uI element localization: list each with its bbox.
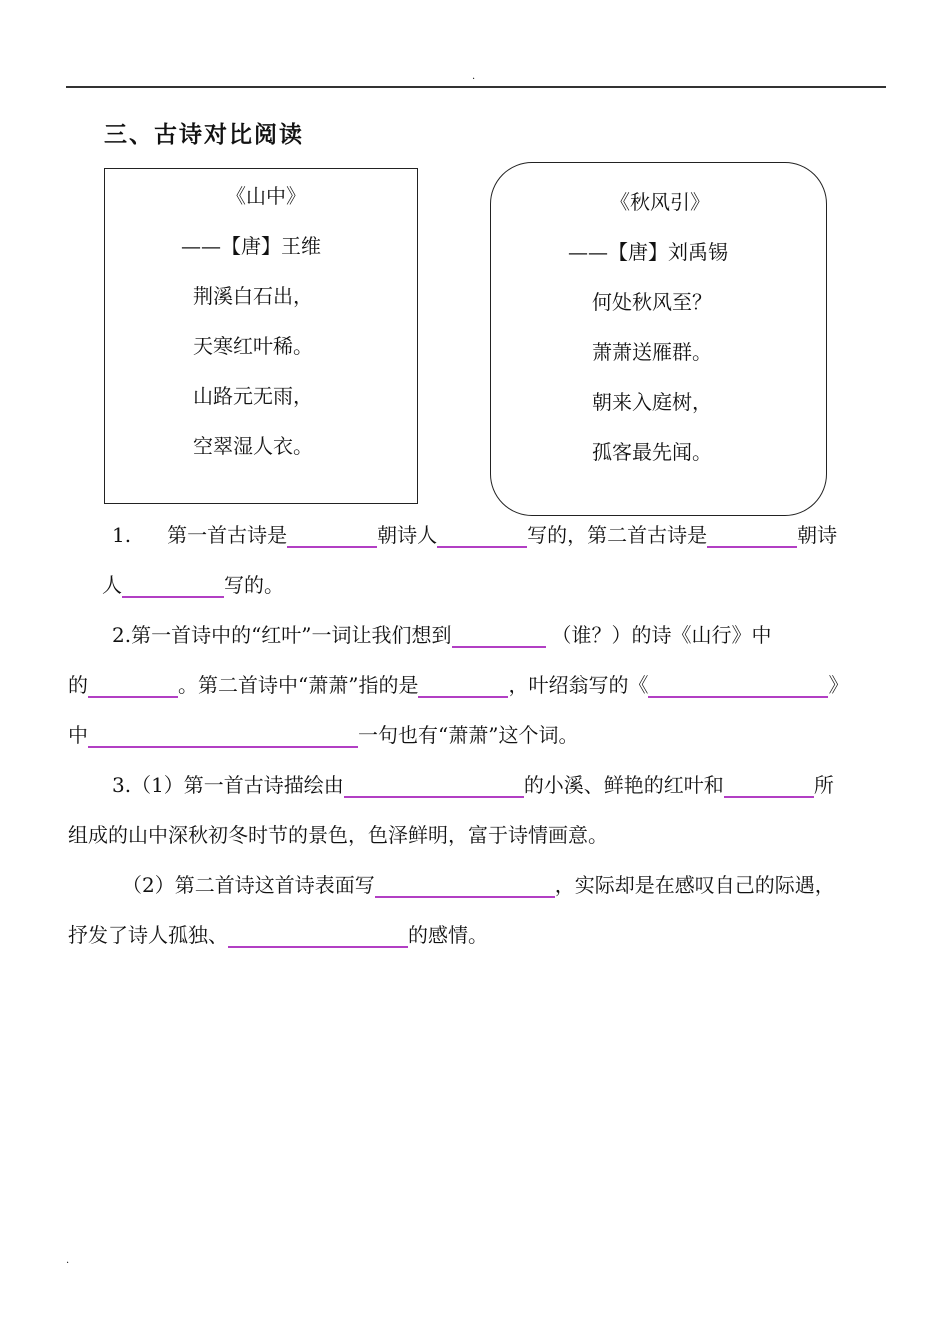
blank-q3-scene[interactable]	[724, 774, 814, 798]
poem2-author: ——【唐】刘禹锡	[568, 240, 728, 264]
poem1-author: ——【唐】王维	[181, 234, 321, 258]
q2-line3: 中 一句也有“萧萧”这个词。	[68, 723, 579, 747]
blank-q1-poet-1[interactable]	[437, 524, 527, 548]
blank-q3-surface[interactable]	[375, 874, 555, 898]
q2-line1: 2.第一首诗中的“红叶”一词让我们想到 （谁？）的诗《山行》中	[112, 623, 772, 647]
blank-q3-stream[interactable]	[344, 774, 524, 798]
blank-q2-line[interactable]	[88, 674, 178, 698]
blank-q1-poet-2[interactable]	[122, 574, 224, 598]
poem1-title: 《山中》	[226, 184, 306, 208]
poem1-line-3: 山路元无雨，	[193, 384, 313, 408]
poem2-line-1: 何处秋风至？	[592, 290, 712, 314]
q3-line2: 组成的山中深秋初冬时节的景色，色泽鲜明，富于诗情画意。	[68, 823, 608, 847]
q3-line1: 3.（1）第一首古诗描绘由 的小溪、鲜艳的红叶和 所	[112, 773, 834, 797]
q1-line1: 1. 第一首古诗是 朝诗人 写的，第二首古诗是 朝诗	[112, 523, 838, 547]
q1-line2: 人 写的。	[102, 573, 284, 597]
blank-q2-poet[interactable]	[452, 624, 546, 648]
blank-q1-dynasty-1[interactable]	[287, 524, 377, 548]
blank-q3-feeling[interactable]	[228, 924, 408, 948]
q3-line3: （2）第二首诗这首诗表面写 ，实际却是在感叹自己的际遇，	[122, 873, 835, 897]
header-rule	[66, 86, 886, 88]
poem2-line-2: 萧萧送雁群。	[592, 340, 712, 364]
poem2-line-3: 朝来入庭树，	[592, 390, 712, 414]
footer-mark: .	[66, 1255, 70, 1266]
blank-q2-poem-title[interactable]	[648, 674, 828, 698]
q1-number: 1.	[112, 523, 132, 547]
section-title: 三、古诗对比阅读	[104, 121, 304, 148]
poem2-title: 《秋风引》	[610, 190, 710, 214]
poem1-line-1: 荆溪白石出，	[193, 284, 313, 308]
q2-line2: 的 。第二首诗中“萧萧”指的是 ，叶绍翁写的《 》	[68, 673, 849, 697]
blank-q2-verse[interactable]	[88, 724, 358, 748]
poem1-line-4: 空翠湿人衣。	[193, 434, 313, 458]
q3-line4: 抒发了诗人孤独、 的感情。	[68, 923, 488, 947]
blank-q2-xiaoxiao[interactable]	[418, 674, 508, 698]
poem1-line-2: 天寒红叶稀。	[193, 334, 313, 358]
header-mark: .	[472, 71, 476, 82]
blank-q1-dynasty-2[interactable]	[707, 524, 797, 548]
poem2-line-4: 孤客最先闻。	[592, 440, 712, 464]
